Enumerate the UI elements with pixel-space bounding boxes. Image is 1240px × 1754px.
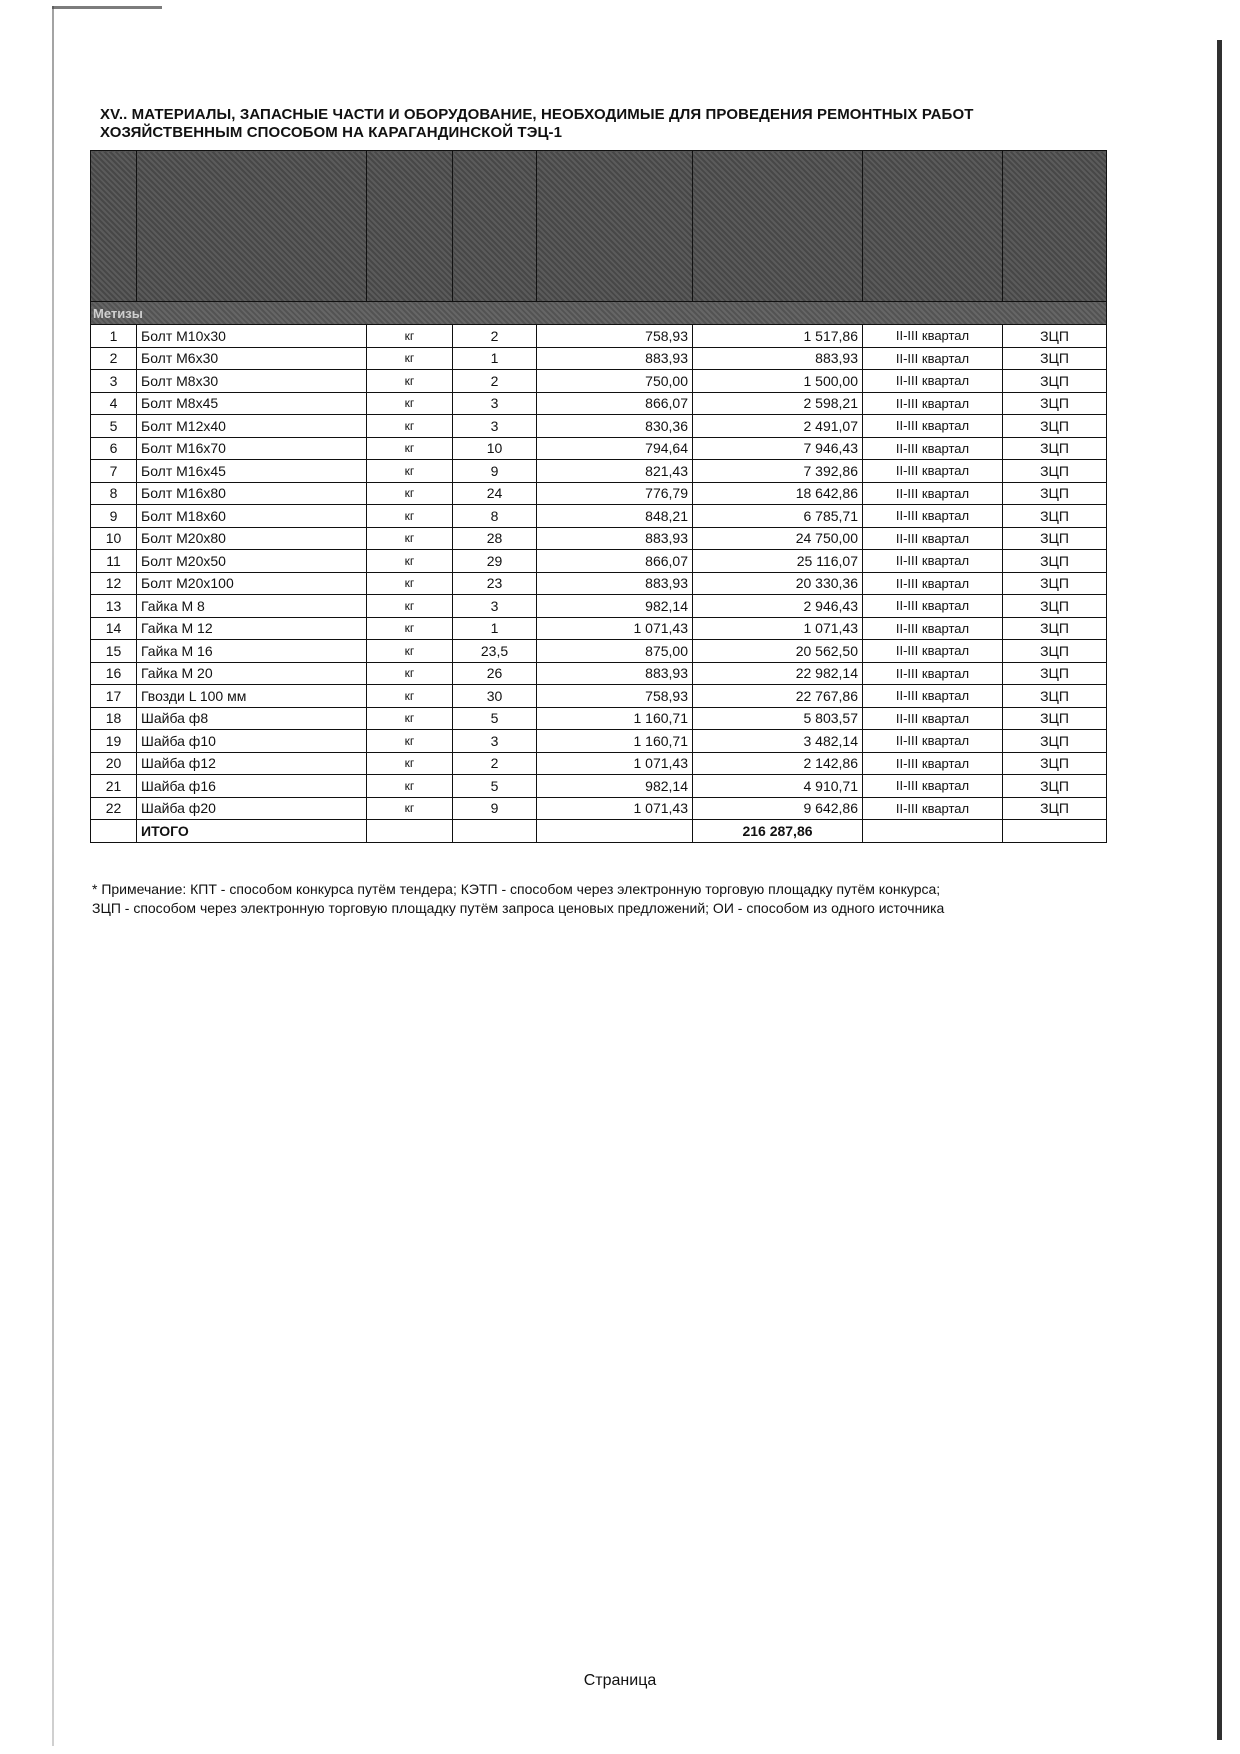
footnote-line-1: * Примечание: КПТ - способом конкурса путём тендера; КЭТП - способом через электронную торговую площадку путём конкурса; [92,881,941,897]
scan-edge-top [52,6,162,9]
header-cell-price [537,151,693,302]
table-header [91,151,1107,302]
item-name: Шайба ф8 [137,707,367,730]
item-name: Гвозди L 100 мм [137,685,367,708]
row-number: 5 [91,415,137,438]
unit-cell: кг [367,325,453,348]
period-cell: II-III квартал [863,730,1003,753]
item-name: Болт М16х45 [137,460,367,483]
price-cell: 1 071,43 [537,617,693,640]
period-cell: II-III квартал [863,617,1003,640]
period-cell: II-III квартал [863,505,1003,528]
sum-cell: 2 946,43 [693,595,863,618]
method-cell: ЗЦП [1003,437,1107,460]
header-cell-name [137,151,367,302]
table-row [91,617,1107,640]
header-cell-unit [367,151,453,302]
price-cell: 1 071,43 [537,797,693,820]
method-cell: ЗЦП [1003,617,1107,640]
sum-cell: 20 330,36 [693,572,863,595]
page-footer: Страница [583,1672,657,1689]
quantity-cell: 5 [453,707,537,730]
row-number: 20 [91,752,137,775]
sum-cell: 18 642,86 [693,482,863,505]
method-cell: ЗЦП [1003,595,1107,618]
sum-cell: 22 767,86 [693,685,863,708]
total-empty-period [863,820,1003,843]
materials-table [90,150,1107,843]
quantity-cell: 2 [453,370,537,393]
sum-cell: 2 491,07 [693,415,863,438]
method-cell: ЗЦП [1003,685,1107,708]
row-number: 12 [91,572,137,595]
unit-cell: кг [367,550,453,573]
table-row [91,527,1107,550]
method-cell: ЗЦП [1003,392,1107,415]
unit-cell: кг [367,482,453,505]
row-number: 3 [91,370,137,393]
period-cell: II-III квартал [863,460,1003,483]
scan-edge-left [52,6,54,1746]
item-name: Болт М10х30 [137,325,367,348]
sum-cell: 25 116,07 [693,550,863,573]
price-cell: 1 071,43 [537,752,693,775]
method-cell: ЗЦП [1003,640,1107,663]
quantity-cell: 10 [453,437,537,460]
table-row [91,707,1107,730]
period-cell: II-III квартал [863,572,1003,595]
unit-cell: кг [367,415,453,438]
total-empty-qty [453,820,537,843]
method-cell: ЗЦП [1003,460,1107,483]
price-cell: 821,43 [537,460,693,483]
unit-cell: кг [367,752,453,775]
period-cell: II-III квартал [863,527,1003,550]
unit-cell: кг [367,775,453,798]
item-name: Болт М20х100 [137,572,367,595]
table-row [91,392,1107,415]
price-cell: 982,14 [537,595,693,618]
method-cell: ЗЦП [1003,505,1107,528]
header-cell-num [91,151,137,302]
item-name: Болт М8х45 [137,392,367,415]
period-cell: II-III квартал [863,752,1003,775]
row-number: 22 [91,797,137,820]
row-number: 16 [91,662,137,685]
method-cell: ЗЦП [1003,347,1107,370]
table-row [91,595,1107,618]
price-cell: 776,79 [537,482,693,505]
row-number: 10 [91,527,137,550]
sum-cell: 5 803,57 [693,707,863,730]
method-cell: ЗЦП [1003,707,1107,730]
price-cell: 830,36 [537,415,693,438]
quantity-cell: 5 [453,775,537,798]
row-number: 1 [91,325,137,348]
row-number: 2 [91,347,137,370]
sum-cell: 4 910,71 [693,775,863,798]
price-cell: 883,93 [537,572,693,595]
price-cell: 875,00 [537,640,693,663]
item-name: Болт М20х50 [137,550,367,573]
price-cell: 883,93 [537,662,693,685]
item-name: Гайка М 12 [137,617,367,640]
row-number: 9 [91,505,137,528]
unit-cell: кг [367,527,453,550]
total-empty-num [91,820,137,843]
unit-cell: кг [367,685,453,708]
unit-cell: кг [367,392,453,415]
period-cell: II-III квартал [863,392,1003,415]
sum-cell: 1 500,00 [693,370,863,393]
table-body [91,302,1107,843]
total-empty-method [1003,820,1107,843]
footnote-line-2: ЗЦП - способом через электронную торговую площадку путём запроса ценовых предложений; ОИ - способом из одного источника [92,900,945,916]
sum-cell: 22 982,14 [693,662,863,685]
sum-cell: 2 142,86 [693,752,863,775]
row-number: 11 [91,550,137,573]
method-cell: ЗЦП [1003,662,1107,685]
row-number: 18 [91,707,137,730]
price-cell: 1 160,71 [537,730,693,753]
table-row [91,437,1107,460]
method-cell: ЗЦП [1003,415,1107,438]
method-cell: ЗЦП [1003,527,1107,550]
period-cell: II-III квартал [863,775,1003,798]
sum-cell: 3 482,14 [693,730,863,753]
row-number: 19 [91,730,137,753]
period-cell: II-III квартал [863,325,1003,348]
method-cell: ЗЦП [1003,550,1107,573]
table-row [91,730,1107,753]
document-title-line-2: ХОЗЯЙСТВЕННЫМ СПОСОБОМ НА КАРАГАНДИНСКОЙ ТЭЦ-1 [100,124,563,141]
table-row [91,797,1107,820]
price-cell: 758,93 [537,685,693,708]
row-number: 7 [91,460,137,483]
table-row [91,775,1107,798]
unit-cell: кг [367,370,453,393]
row-number: 21 [91,775,137,798]
table-row [91,347,1107,370]
method-cell: ЗЦП [1003,730,1107,753]
price-cell: 866,07 [537,550,693,573]
method-cell: ЗЦП [1003,797,1107,820]
sum-cell: 883,93 [693,347,863,370]
document-title-line-1: XV.. МАТЕРИАЛЫ, ЗАПАСНЫЕ ЧАСТИ И ОБОРУДОВАНИЕ, НЕОБХОДИМЫЕ ДЛЯ ПРОВЕДЕНИЯ РЕМОНТНЫХ РАБОТ [100,106,974,123]
item-name: Гайка М 20 [137,662,367,685]
method-cell: ЗЦП [1003,775,1107,798]
item-name: Гайка М 8 [137,595,367,618]
table-row [91,640,1107,663]
total-empty-unit [367,820,453,843]
period-cell: II-III квартал [863,685,1003,708]
method-cell: ЗЦП [1003,370,1107,393]
row-number: 13 [91,595,137,618]
price-cell: 883,93 [537,347,693,370]
unit-cell: кг [367,437,453,460]
quantity-cell: 3 [453,595,537,618]
table-row [91,460,1107,483]
item-name: Болт М18х60 [137,505,367,528]
quantity-cell: 28 [453,527,537,550]
quantity-cell: 9 [453,797,537,820]
price-cell: 758,93 [537,325,693,348]
period-cell: II-III квартал [863,415,1003,438]
unit-cell: кг [367,797,453,820]
row-number: 17 [91,685,137,708]
table-row [91,505,1107,528]
sum-cell: 7 392,86 [693,460,863,483]
table-row [91,662,1107,685]
header-cell-period [863,151,1003,302]
item-name: Шайба ф12 [137,752,367,775]
quantity-cell: 26 [453,662,537,685]
table-row [91,370,1107,393]
total-label: ИТОГО [137,820,367,843]
section-label: Метизы [91,302,1107,325]
unit-cell: кг [367,662,453,685]
quantity-cell: 1 [453,617,537,640]
item-name: Болт М16х70 [137,437,367,460]
table-row [91,415,1107,438]
header-cell-sum [693,151,863,302]
price-cell: 866,07 [537,392,693,415]
item-name: Шайба ф16 [137,775,367,798]
price-cell: 794,64 [537,437,693,460]
quantity-cell: 30 [453,685,537,708]
item-name: Гайка М 16 [137,640,367,663]
price-cell: 883,93 [537,527,693,550]
period-cell: II-III квартал [863,550,1003,573]
header-cell-qty [453,151,537,302]
total-empty-price [537,820,693,843]
sum-cell: 7 946,43 [693,437,863,460]
item-name: Болт М12х40 [137,415,367,438]
unit-cell: кг [367,595,453,618]
period-cell: II-III квартал [863,347,1003,370]
quantity-cell: 3 [453,415,537,438]
period-cell: II-III квартал [863,437,1003,460]
period-cell: II-III квартал [863,797,1003,820]
unit-cell: кг [367,572,453,595]
item-name: Шайба ф20 [137,797,367,820]
row-number: 8 [91,482,137,505]
row-number: 15 [91,640,137,663]
method-cell: ЗЦП [1003,325,1107,348]
item-name: Болт М6х30 [137,347,367,370]
quantity-cell: 1 [453,347,537,370]
table-row [91,482,1107,505]
period-cell: II-III квартал [863,595,1003,618]
row-number: 14 [91,617,137,640]
quantity-cell: 8 [453,505,537,528]
header-cell-method [1003,151,1107,302]
quantity-cell: 3 [453,730,537,753]
section-row [91,302,1107,325]
item-name: Шайба ф10 [137,730,367,753]
method-cell: ЗЦП [1003,572,1107,595]
table-header-row [91,151,1107,302]
item-name: Болт М20х80 [137,527,367,550]
row-number: 4 [91,392,137,415]
price-cell: 750,00 [537,370,693,393]
price-cell: 1 160,71 [537,707,693,730]
sum-cell: 6 785,71 [693,505,863,528]
table-row [91,685,1107,708]
unit-cell: кг [367,347,453,370]
unit-cell: кг [367,617,453,640]
sum-cell: 9 642,86 [693,797,863,820]
document-title [100,106,1080,142]
sum-cell: 20 562,50 [693,640,863,663]
scan-edge-right [1217,40,1222,1740]
period-cell: II-III квартал [863,482,1003,505]
item-name: Болт М16х80 [137,482,367,505]
unit-cell: кг [367,730,453,753]
quantity-cell: 24 [453,482,537,505]
unit-cell: кг [367,505,453,528]
price-cell: 982,14 [537,775,693,798]
period-cell: II-III квартал [863,707,1003,730]
quantity-cell: 29 [453,550,537,573]
method-cell: ЗЦП [1003,752,1107,775]
quantity-cell: 2 [453,325,537,348]
period-cell: II-III квартал [863,640,1003,663]
sum-cell: 24 750,00 [693,527,863,550]
sum-cell: 1 071,43 [693,617,863,640]
price-cell: 848,21 [537,505,693,528]
total-sum: 216 287,86 [693,820,863,843]
sum-cell: 2 598,21 [693,392,863,415]
table-row [91,752,1107,775]
unit-cell: кг [367,640,453,663]
table-row [91,550,1107,573]
period-cell: II-III квартал [863,370,1003,393]
table-row [91,325,1107,348]
quantity-cell: 3 [453,392,537,415]
quantity-cell: 23 [453,572,537,595]
row-number: 6 [91,437,137,460]
period-cell: II-III квартал [863,662,1003,685]
unit-cell: кг [367,707,453,730]
table-row [91,572,1107,595]
total-row [91,820,1107,843]
quantity-cell: 23,5 [453,640,537,663]
unit-cell: кг [367,460,453,483]
item-name: Болт М8х30 [137,370,367,393]
quantity-cell: 9 [453,460,537,483]
footnote [92,880,1102,918]
sum-cell: 1 517,86 [693,325,863,348]
quantity-cell: 2 [453,752,537,775]
method-cell: ЗЦП [1003,482,1107,505]
